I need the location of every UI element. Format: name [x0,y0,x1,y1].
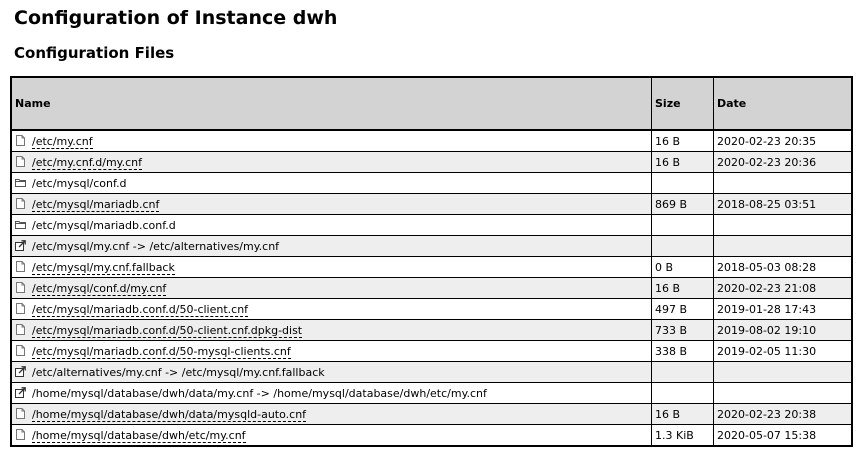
file-link[interactable]: /etc/mysql/my.cnf.fallback [32,260,175,274]
table-row [11,404,852,425]
table-row [11,299,852,320]
symlink-icon [15,366,26,377]
cell-date: 2020-02-23 20:36 [714,152,853,173]
cell-date [714,362,853,383]
cell-name [11,215,652,236]
cell-size: 16 B [652,152,714,173]
page-title: Configuration of Instance dwh [14,7,338,29]
file-icon [15,198,26,209]
cell-name [11,194,652,215]
table-row [11,236,852,257]
file-icon [15,429,26,440]
symlink-icon [15,387,26,398]
table-row [11,130,852,152]
table-header-row [11,77,852,130]
table-body [11,130,852,446]
section-title: Configuration Files [14,44,175,62]
table-row [11,215,852,236]
file-link[interactable]: /etc/mysql/conf.d/my.cnf [32,281,167,295]
cell-date: 2018-05-03 08:28 [714,257,853,278]
cell-date [714,236,853,257]
path-label: /etc/mysql/mariadb.conf.d [32,218,176,232]
cell-name [11,130,652,152]
file-icon [15,324,26,335]
cell-size: 16 B [652,278,714,299]
file-link[interactable]: /home/mysql/database/dwh/data/mysqld-auto.cnf [32,407,307,421]
file-link[interactable]: /etc/my.cnf [32,134,93,148]
cell-date: 2018-08-25 03:51 [714,194,853,215]
cell-size: 733 B [652,320,714,341]
file-icon [15,261,26,272]
path-label: /etc/mysql/conf.d [32,176,127,190]
table-row [11,362,852,383]
table-row [11,152,852,173]
cell-size: 1.3 KiB [652,425,714,447]
cell-name [11,320,652,341]
cell-date: 2020-05-07 15:38 [714,425,853,447]
cell-size: 16 B [652,130,714,152]
symlink-icon [15,240,26,251]
file-icon [15,156,26,167]
table-row [11,194,852,215]
folder-icon [15,219,26,230]
cell-size [652,362,714,383]
cell-size [652,215,714,236]
cell-size [652,236,714,257]
cell-name [11,236,652,257]
cell-date: 2020-02-23 21:08 [714,278,853,299]
cell-name [11,383,652,404]
file-icon [15,345,26,356]
table-row [11,257,852,278]
table-row [11,341,852,362]
cell-date: 2019-01-28 17:43 [714,299,853,320]
cell-name [11,278,652,299]
cell-size: 869 B [652,194,714,215]
cell-name [11,299,652,320]
cell-date: 2020-02-23 20:38 [714,404,853,425]
cell-date: 2019-08-02 19:10 [714,320,853,341]
path-label: /etc/mysql/my.cnf -> /etc/alternatives/my.cnf [32,239,280,253]
cell-size [652,383,714,404]
path-label: /home/mysql/database/dwh/data/my.cnf -> /home/mysql/database/dwh/etc/my.cnf [32,386,487,400]
file-icon [15,408,26,419]
column-header-name: Name [11,77,652,130]
file-link[interactable]: /etc/mysql/mariadb.conf.d/50-client.cnf [32,302,249,316]
file-icon [15,282,26,293]
cell-date [714,173,853,194]
cell-name [11,173,652,194]
cell-size: 0 B [652,257,714,278]
cell-name [11,425,652,447]
cell-name [11,152,652,173]
table-row [11,278,852,299]
cell-size: 16 B [652,404,714,425]
table-row [11,320,852,341]
cell-date: 2019-02-05 11:30 [714,341,853,362]
cell-date: 2020-02-23 20:35 [714,130,853,152]
cell-date [714,383,853,404]
file-link[interactable]: /etc/my.cnf.d/my.cnf [32,155,143,169]
file-link[interactable]: /etc/mysql/mariadb.conf.d/50-mysql-clients.cnf [32,344,291,358]
cell-name [11,341,652,362]
cell-name [11,257,652,278]
file-link[interactable]: /etc/mysql/mariadb.cnf [32,197,160,211]
cell-size: 497 B [652,299,714,320]
cell-name [11,362,652,383]
table-row [11,383,852,404]
config-files-table [10,76,853,447]
cell-name [11,404,652,425]
cell-date [714,215,853,236]
table-row [11,425,852,447]
table-row [11,173,852,194]
file-icon [15,135,26,146]
file-icon [15,303,26,314]
cell-size [652,173,714,194]
cell-size: 338 B [652,341,714,362]
file-link[interactable]: /home/mysql/database/dwh/etc/my.cnf [32,428,246,442]
path-label: /etc/alternatives/my.cnf -> /etc/mysql/my.cnf.fallback [32,365,325,379]
file-link[interactable]: /etc/mysql/mariadb.conf.d/50-client.cnf.dpkg-dist [32,323,303,337]
column-header-date: Date [714,77,853,130]
column-header-size: Size [652,77,714,130]
folder-icon [15,177,26,188]
